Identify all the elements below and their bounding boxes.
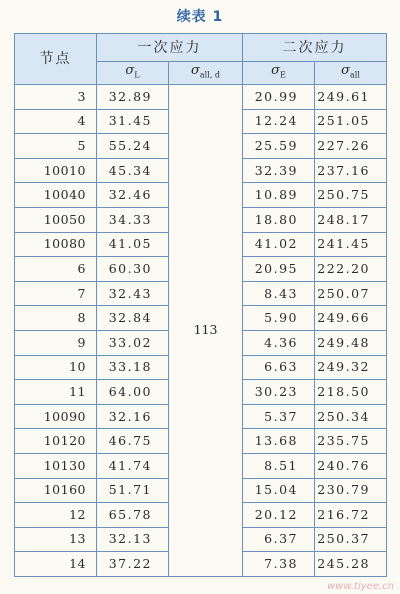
table-header [15, 34, 387, 85]
cell-sigma-L: 34.33 [97, 207, 169, 232]
cell-sigma-E: 41.02 [243, 232, 315, 257]
cell-sigma-all-d: 113 [169, 85, 243, 577]
sigma-subscript: L [134, 70, 140, 80]
watermark: www.tiyee.cn [326, 581, 394, 592]
cell-sigma-L: 31.45 [97, 109, 169, 134]
cell-sigma-all: 249.66 [315, 306, 387, 331]
cell-sigma-L: 41.05 [97, 232, 169, 257]
cell-node: 10010 [15, 158, 97, 183]
cell-sigma-E: 8.51 [243, 453, 315, 478]
cell-sigma-E: 7.38 [243, 552, 315, 577]
cell-sigma-all: 227.26 [315, 134, 387, 159]
cell-sigma-E: 30.23 [243, 380, 315, 405]
cell-sigma-L: 33.02 [97, 330, 169, 355]
cell-sigma-all: 218.50 [315, 380, 387, 405]
header-row-groups [15, 34, 387, 62]
cell-sigma-E: 8.43 [243, 281, 315, 306]
cell-node: 10 [15, 355, 97, 380]
cell-sigma-L: 51.71 [97, 478, 169, 503]
header-secondary-stress: 二次应力 [243, 34, 387, 62]
cell-sigma-all: 250.37 [315, 527, 387, 552]
cell-sigma-L: 33.18 [97, 355, 169, 380]
cell-sigma-L: 32.46 [97, 183, 169, 208]
cell-sigma-E: 12.24 [243, 109, 315, 134]
cell-sigma-all: 248.17 [315, 207, 387, 232]
cell-sigma-E: 5.90 [243, 306, 315, 331]
cell-sigma-E: 5.37 [243, 404, 315, 429]
cell-sigma-L: 32.43 [97, 281, 169, 306]
cell-node: 9 [15, 330, 97, 355]
cell-sigma-L: 32.16 [97, 404, 169, 429]
cell-sigma-L: 45.34 [97, 158, 169, 183]
cell-node: 7 [15, 281, 97, 306]
cell-sigma-E: 13.68 [243, 429, 315, 454]
cell-sigma-all: 250.07 [315, 281, 387, 306]
cell-sigma-L: 32.84 [97, 306, 169, 331]
cell-sigma-L: 41.74 [97, 453, 169, 478]
cell-node: 10040 [15, 183, 97, 208]
cell-sigma-E: 20.99 [243, 85, 315, 110]
sigma-symbol: σ [341, 62, 350, 78]
cell-sigma-E: 6.63 [243, 355, 315, 380]
cell-sigma-all: 235.75 [315, 429, 387, 454]
cell-sigma-all: 216.72 [315, 503, 387, 528]
header-sigma-all [315, 62, 387, 85]
stress-table [14, 33, 387, 577]
cell-node: 10080 [15, 232, 97, 257]
sigma-subscript: all [349, 70, 360, 80]
header-node: 节点 [15, 34, 97, 85]
cell-sigma-all: 240.76 [315, 453, 387, 478]
cell-sigma-L: 55.24 [97, 134, 169, 159]
cell-sigma-E: 4.36 [243, 330, 315, 355]
cell-node: 10160 [15, 478, 97, 503]
cell-sigma-all: 251.05 [315, 109, 387, 134]
cell-node: 13 [15, 527, 97, 552]
sigma-subscript: all, d [199, 70, 220, 80]
cell-node: 8 [15, 306, 97, 331]
cell-sigma-E: 20.95 [243, 257, 315, 282]
cell-sigma-all: 222.20 [315, 257, 387, 282]
cell-sigma-E: 15.04 [243, 478, 315, 503]
cell-sigma-L: 46.75 [97, 429, 169, 454]
cell-sigma-E: 32.39 [243, 158, 315, 183]
header-sigma-L [97, 62, 169, 85]
table-body [15, 85, 387, 577]
cell-sigma-all: 237.16 [315, 158, 387, 183]
cell-sigma-E: 20.12 [243, 503, 315, 528]
cell-sigma-all: 249.61 [315, 85, 387, 110]
cell-node: 10130 [15, 453, 97, 478]
cell-sigma-L: 32.13 [97, 527, 169, 552]
cell-sigma-E: 10.89 [243, 183, 315, 208]
cell-sigma-L: 65.78 [97, 503, 169, 528]
cell-node: 10050 [15, 207, 97, 232]
sigma-symbol: σ [191, 62, 200, 78]
cell-sigma-all: 249.32 [315, 355, 387, 380]
header-sigma-all-d [169, 62, 243, 85]
cell-node: 6 [15, 257, 97, 282]
sigma-symbol: σ [125, 62, 135, 78]
cell-node: 14 [15, 552, 97, 577]
cell-sigma-E: 25.59 [243, 134, 315, 159]
cell-sigma-all: 230.79 [315, 478, 387, 503]
cell-node: 5 [15, 134, 97, 159]
cell-sigma-all: 249.48 [315, 330, 387, 355]
cell-sigma-all: 241.45 [315, 232, 387, 257]
cell-sigma-all: 250.75 [315, 183, 387, 208]
header-sigma-E [243, 62, 315, 85]
table-row [15, 85, 387, 110]
cell-sigma-all: 245.28 [315, 552, 387, 577]
table-caption: 续表 1 [176, 9, 224, 25]
cell-sigma-L: 60.30 [97, 257, 169, 282]
cell-node: 10120 [15, 429, 97, 454]
cell-node: 4 [15, 109, 97, 134]
cell-node: 12 [15, 503, 97, 528]
cell-node: 10090 [15, 404, 97, 429]
cell-sigma-L: 32.89 [97, 85, 169, 110]
header-primary-stress: 一次应力 [97, 34, 243, 62]
cell-sigma-E: 18.80 [243, 207, 315, 232]
cell-sigma-all: 250.34 [315, 404, 387, 429]
cell-node: 3 [15, 85, 97, 110]
sigma-subscript: E [280, 70, 286, 80]
sigma-symbol: σ [271, 62, 281, 78]
cell-sigma-L: 64.00 [97, 380, 169, 405]
cell-sigma-E: 6.37 [243, 527, 315, 552]
cell-node: 11 [15, 380, 97, 405]
cell-sigma-L: 37.22 [97, 552, 169, 577]
